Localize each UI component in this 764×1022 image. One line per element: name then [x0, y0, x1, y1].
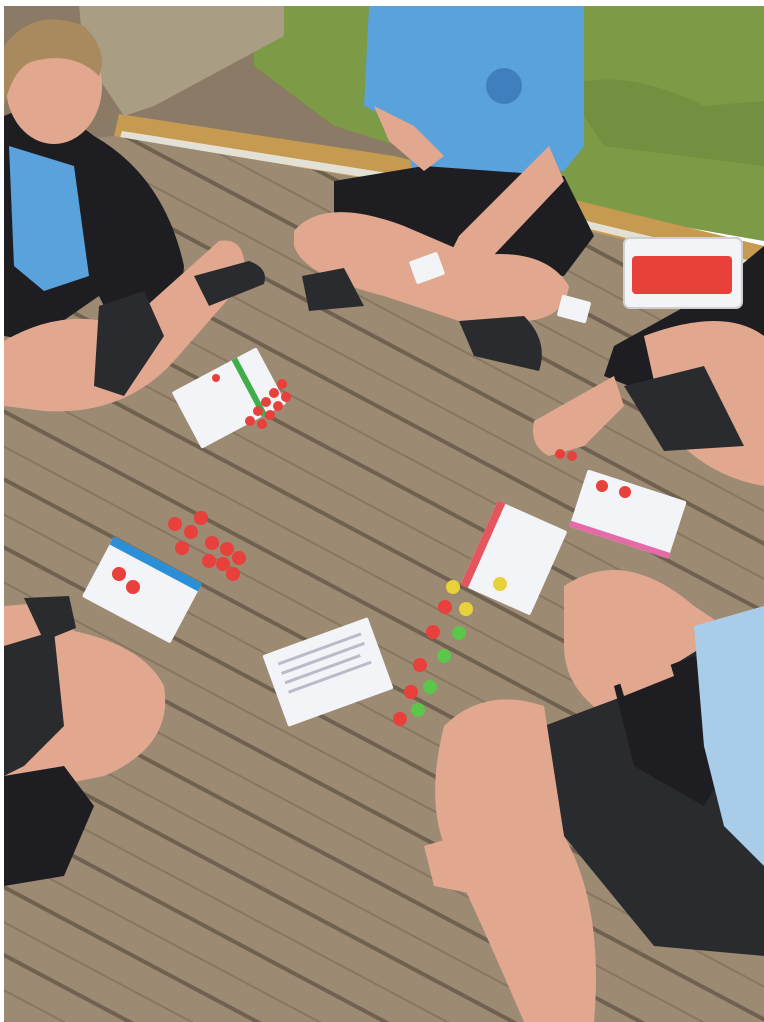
school-crest [486, 68, 522, 104]
basket-counters [632, 256, 732, 294]
photo-scene [4, 6, 764, 1022]
